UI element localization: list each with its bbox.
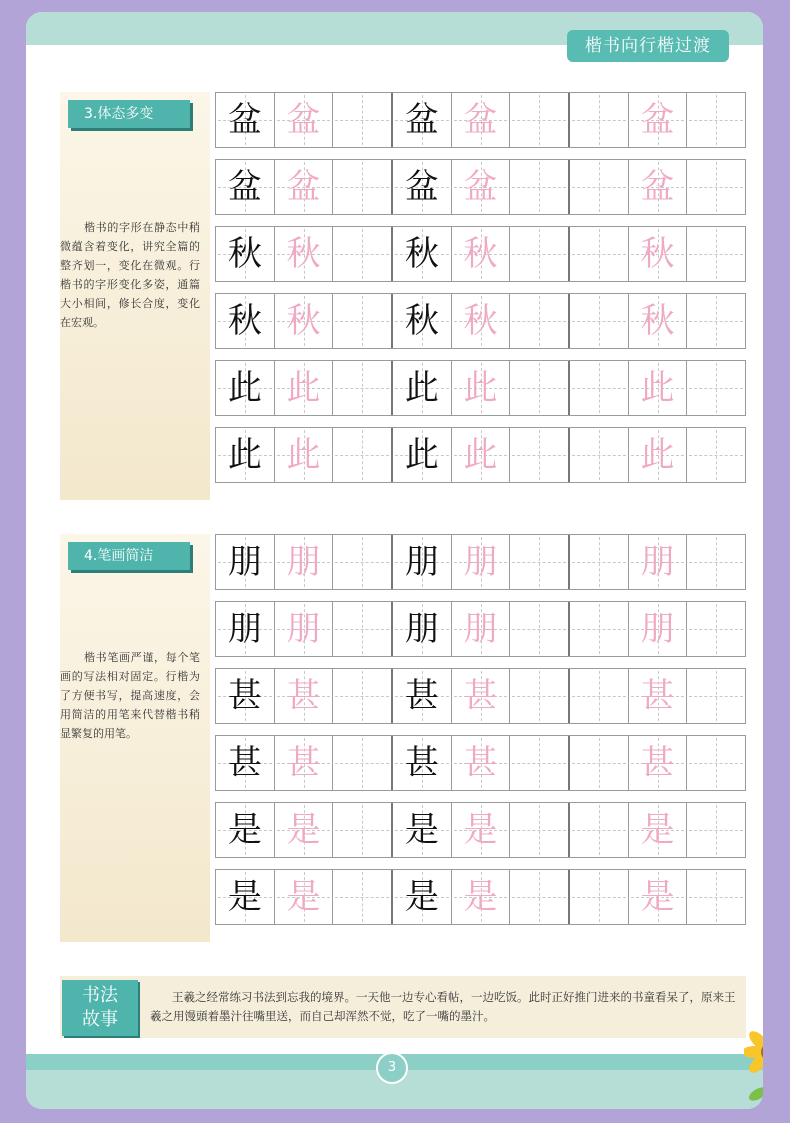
- empty-grid-cell[interactable]: [687, 428, 745, 482]
- empty-grid-cell[interactable]: [687, 93, 745, 147]
- empty-grid-cell[interactable]: [570, 294, 629, 348]
- empty-grid-cell[interactable]: [510, 227, 570, 281]
- model-char-cell: [216, 736, 275, 790]
- trace-character: 此: [640, 435, 675, 475]
- empty-grid-cell[interactable]: [687, 669, 745, 723]
- trace-character: 盆: [286, 100, 321, 140]
- trace-character: 甚: [286, 676, 321, 716]
- model-char-cell: [393, 294, 452, 348]
- practice-row: [215, 869, 746, 925]
- trace-char-cell: [629, 870, 688, 924]
- model-character: 盆: [404, 167, 439, 207]
- trace-character: 甚: [463, 743, 498, 783]
- model-character: 朋: [404, 609, 439, 649]
- empty-grid-cell[interactable]: [333, 428, 393, 482]
- model-character: 朋: [227, 542, 262, 582]
- empty-grid-cell[interactable]: [510, 160, 570, 214]
- model-character: 甚: [227, 676, 262, 716]
- model-character: 朋: [404, 542, 439, 582]
- trace-character: 甚: [640, 743, 675, 783]
- practice-row: [215, 668, 746, 724]
- trace-character: 甚: [286, 743, 321, 783]
- empty-grid-cell[interactable]: [333, 669, 393, 723]
- model-character: 是: [227, 810, 262, 850]
- practice-row: [215, 802, 746, 858]
- model-char-cell: [393, 602, 452, 656]
- empty-grid-cell[interactable]: [570, 160, 629, 214]
- trace-char-cell: [629, 736, 688, 790]
- model-char-cell: [216, 361, 275, 415]
- model-character: 朋: [227, 609, 262, 649]
- model-character: 此: [404, 368, 439, 408]
- trace-character: 甚: [463, 676, 498, 716]
- trace-char-cell: [629, 227, 688, 281]
- trace-char-cell: [452, 93, 511, 147]
- model-char-cell: [393, 160, 452, 214]
- empty-grid-cell[interactable]: [333, 870, 393, 924]
- section-4-title: 4.笔画简洁: [68, 542, 190, 570]
- trace-char-cell: [452, 361, 511, 415]
- trace-char-cell: [275, 535, 334, 589]
- model-char-cell: [393, 669, 452, 723]
- empty-grid-cell[interactable]: [570, 803, 629, 857]
- trace-character: 此: [463, 368, 498, 408]
- empty-grid-cell[interactable]: [570, 669, 629, 723]
- trace-char-cell: [452, 803, 511, 857]
- trace-character: 秋: [463, 301, 498, 341]
- model-character: 此: [227, 368, 262, 408]
- model-char-cell: [393, 361, 452, 415]
- empty-grid-cell[interactable]: [687, 361, 745, 415]
- empty-grid-cell[interactable]: [687, 870, 745, 924]
- practice-row: [215, 427, 746, 483]
- empty-grid-cell[interactable]: [570, 870, 629, 924]
- trace-character: 是: [286, 877, 321, 917]
- empty-grid-cell[interactable]: [570, 428, 629, 482]
- empty-grid-cell[interactable]: [570, 736, 629, 790]
- model-char-cell: [216, 535, 275, 589]
- model-character: 是: [227, 877, 262, 917]
- empty-grid-cell[interactable]: [687, 535, 745, 589]
- model-char-cell: [393, 736, 452, 790]
- model-char-cell: [393, 870, 452, 924]
- section-4-description: 楷书笔画严谨，每个笔画的写法相对固定。行楷为了方便书写，提高速度，会用简洁的用笔来代替楷书稍显繁复的用笔。: [60, 651, 200, 740]
- trace-char-cell: [452, 227, 511, 281]
- trace-char-cell: [629, 160, 688, 214]
- empty-grid-cell[interactable]: [333, 294, 393, 348]
- trace-char-cell: [452, 736, 511, 790]
- trace-char-cell: [452, 428, 511, 482]
- trace-char-cell: [452, 535, 511, 589]
- workbook-page: [26, 12, 763, 1109]
- model-char-cell: [216, 160, 275, 214]
- empty-grid-cell[interactable]: [510, 602, 570, 656]
- trace-character: 此: [286, 368, 321, 408]
- trace-char-cell: [275, 870, 334, 924]
- practice-row: [215, 92, 746, 148]
- practice-row: [215, 159, 746, 215]
- empty-grid-cell[interactable]: [510, 535, 570, 589]
- empty-grid-cell[interactable]: [333, 803, 393, 857]
- empty-grid-cell[interactable]: [510, 669, 570, 723]
- page-title: 楷书向行楷过渡: [567, 30, 729, 62]
- section-3-title: 3.体态多变: [68, 100, 190, 128]
- empty-grid-cell[interactable]: [333, 736, 393, 790]
- trace-char-cell: [629, 669, 688, 723]
- trace-character: 秋: [286, 234, 321, 274]
- model-char-cell: [216, 602, 275, 656]
- sunflower-icon: [744, 1022, 763, 1109]
- trace-char-cell: [629, 294, 688, 348]
- trace-character: 是: [463, 877, 498, 917]
- practice-row: [215, 360, 746, 416]
- story-title-line-1: 书法: [82, 985, 118, 1006]
- trace-char-cell: [275, 803, 334, 857]
- model-character: 甚: [404, 743, 439, 783]
- model-char-cell: [216, 669, 275, 723]
- empty-grid-cell[interactable]: [687, 227, 745, 281]
- empty-grid-cell[interactable]: [510, 428, 570, 482]
- empty-grid-cell[interactable]: [687, 160, 745, 214]
- trace-character: 朋: [463, 542, 498, 582]
- trace-character: 朋: [286, 609, 321, 649]
- empty-grid-cell[interactable]: [687, 736, 745, 790]
- empty-grid-cell[interactable]: [570, 535, 629, 589]
- page-number: 3: [376, 1052, 408, 1084]
- model-char-cell: [216, 93, 275, 147]
- practice-row: [215, 735, 746, 791]
- empty-grid-cell[interactable]: [510, 361, 570, 415]
- trace-character: 是: [286, 810, 321, 850]
- trace-character: 朋: [640, 609, 675, 649]
- model-character: 秋: [404, 301, 439, 341]
- model-char-cell: [393, 93, 452, 147]
- trace-character: 是: [640, 877, 675, 917]
- trace-char-cell: [275, 294, 334, 348]
- model-char-cell: [216, 294, 275, 348]
- model-character: 是: [404, 877, 439, 917]
- empty-grid-cell[interactable]: [333, 93, 393, 147]
- trace-char-cell: [275, 227, 334, 281]
- empty-grid-cell[interactable]: [687, 602, 745, 656]
- empty-grid-cell[interactable]: [333, 535, 393, 589]
- empty-grid-cell[interactable]: [333, 160, 393, 214]
- empty-grid-cell[interactable]: [510, 93, 570, 147]
- model-char-cell: [216, 227, 275, 281]
- trace-character: 盆: [286, 167, 321, 207]
- trace-char-cell: [275, 602, 334, 656]
- trace-character: 是: [640, 810, 675, 850]
- trace-character: 盆: [463, 167, 498, 207]
- trace-char-cell: [452, 160, 511, 214]
- empty-grid-cell[interactable]: [570, 602, 629, 656]
- model-char-cell: [393, 428, 452, 482]
- model-char-cell: [216, 428, 275, 482]
- trace-char-cell: [629, 361, 688, 415]
- trace-character: 此: [286, 435, 321, 475]
- section-3-description: 楷书的字形在静态中稍微蕴含着变化，讲究全篇的整齐划一，变化在微观。行楷书的字形变化多姿，通篇大小相间，修长合度，变化在宏观。: [60, 221, 200, 329]
- empty-grid-cell[interactable]: [333, 361, 393, 415]
- trace-character: 此: [640, 368, 675, 408]
- trace-character: 此: [463, 435, 498, 475]
- model-char-cell: [216, 803, 275, 857]
- trace-char-cell: [452, 669, 511, 723]
- trace-character: 朋: [286, 542, 321, 582]
- empty-grid-cell[interactable]: [687, 803, 745, 857]
- trace-character: 秋: [640, 301, 675, 341]
- model-character: 秋: [227, 234, 262, 274]
- trace-char-cell: [629, 803, 688, 857]
- trace-char-cell: [452, 602, 511, 656]
- model-char-cell: [393, 227, 452, 281]
- trace-char-cell: [452, 870, 511, 924]
- practice-row: [215, 601, 746, 657]
- story-title: [62, 980, 138, 1036]
- trace-char-cell: [629, 535, 688, 589]
- trace-character: 朋: [463, 609, 498, 649]
- story-text: 王羲之经常练习书法到忘我的境界。一天他一边专心看帖，一边吃饭。此时正好推门进来的书童看呆了，原来王羲之用馒頭着墨汁往嘴里送，而自己却浑然不觉，吃了一嘴的墨汁。: [150, 990, 736, 1023]
- trace-char-cell: [275, 669, 334, 723]
- empty-grid-cell[interactable]: [333, 602, 393, 656]
- model-char-cell: [393, 803, 452, 857]
- trace-char-cell: [275, 361, 334, 415]
- model-character: 此: [404, 435, 439, 475]
- model-character: 盆: [404, 100, 439, 140]
- model-character: 盆: [227, 100, 262, 140]
- model-character: 甚: [404, 676, 439, 716]
- trace-character: 秋: [286, 301, 321, 341]
- model-char-cell: [393, 535, 452, 589]
- empty-grid-cell[interactable]: [570, 361, 629, 415]
- story-title-line-2: 故事: [82, 1009, 118, 1030]
- trace-char-cell: [452, 294, 511, 348]
- trace-character: 是: [463, 810, 498, 850]
- trace-char-cell: [275, 736, 334, 790]
- empty-grid-cell[interactable]: [510, 803, 570, 857]
- trace-character: 盆: [640, 100, 675, 140]
- model-character: 是: [404, 810, 439, 850]
- trace-character: 甚: [640, 676, 675, 716]
- model-character: 甚: [227, 743, 262, 783]
- trace-char-cell: [275, 428, 334, 482]
- practice-row: [215, 534, 746, 590]
- empty-grid-cell[interactable]: [570, 227, 629, 281]
- practice-row: [215, 293, 746, 349]
- empty-grid-cell[interactable]: [510, 870, 570, 924]
- trace-char-cell: [275, 160, 334, 214]
- trace-character: 盆: [640, 167, 675, 207]
- model-char-cell: [216, 870, 275, 924]
- trace-character: 朋: [640, 542, 675, 582]
- empty-grid-cell[interactable]: [570, 93, 629, 147]
- model-character: 秋: [227, 301, 262, 341]
- empty-grid-cell[interactable]: [510, 736, 570, 790]
- trace-char-cell: [629, 428, 688, 482]
- model-character: 秋: [404, 234, 439, 274]
- practice-row: [215, 226, 746, 282]
- empty-grid-cell[interactable]: [333, 227, 393, 281]
- trace-character: 盆: [463, 100, 498, 140]
- model-character: 盆: [227, 167, 262, 207]
- trace-character: 秋: [463, 234, 498, 274]
- trace-char-cell: [629, 602, 688, 656]
- trace-char-cell: [275, 93, 334, 147]
- model-character: 此: [227, 435, 262, 475]
- trace-character: 秋: [640, 234, 675, 274]
- trace-char-cell: [629, 93, 688, 147]
- empty-grid-cell[interactable]: [687, 294, 745, 348]
- empty-grid-cell[interactable]: [510, 294, 570, 348]
